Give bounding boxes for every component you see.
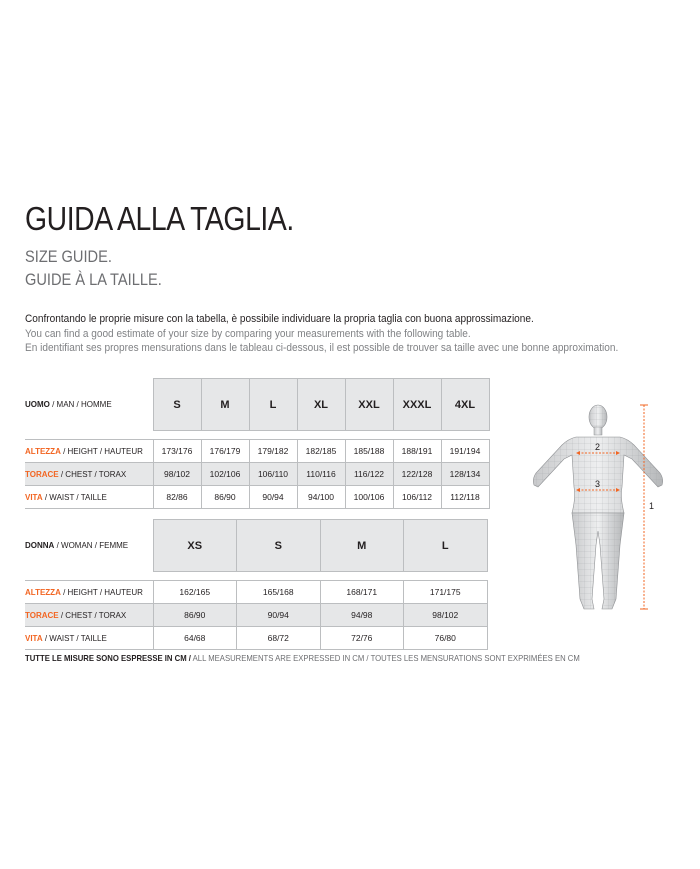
table-cell: 176/179	[201, 440, 249, 463]
subtitle-en: SIZE GUIDE.	[25, 247, 112, 266]
women-row-label	[25, 627, 153, 650]
table-row	[25, 581, 487, 604]
women-gender-label	[25, 520, 153, 572]
table-cell: 162/165	[153, 581, 237, 604]
women-size-header: L	[404, 520, 488, 572]
women-row-key: ALTEZZA	[25, 587, 61, 597]
table-cell: 106/110	[249, 463, 297, 486]
men-row-rest: / CHEST / TORAX	[58, 469, 127, 479]
women-row-label	[25, 581, 153, 604]
men-row-rest: / WAIST / TAILLE	[42, 492, 107, 502]
men-row-key: ALTEZZA	[25, 446, 61, 456]
table-cell: 112/118	[441, 486, 489, 509]
table-cell: 72/76	[320, 627, 404, 650]
table-cell: 122/128	[393, 463, 441, 486]
women-size-header: S	[237, 520, 321, 572]
women-size-table	[25, 519, 488, 650]
waist-label: 3	[595, 479, 601, 489]
chest-label: 2	[595, 442, 601, 452]
table-cell: 76/80	[404, 627, 488, 650]
footnote-rest: ALL MEASUREMENTS ARE EXPRESSED IN CM / TOUTES LES MENSURATIONS SONT EXPRIMÉES EN CM	[190, 653, 580, 663]
men-gender-label	[25, 379, 153, 431]
men-gender-key: UOMO	[25, 400, 50, 409]
table-cell: 173/176	[153, 440, 201, 463]
men-size-header: 4XL	[441, 379, 489, 431]
table-cell: 64/68	[153, 627, 237, 650]
table-cell: 98/102	[153, 463, 201, 486]
page-title: GUIDA ALLA TAGLIA.	[25, 200, 294, 237]
men-size-header: XXL	[345, 379, 393, 431]
table-cell: 100/106	[345, 486, 393, 509]
intro-en: You can find a good estimate of your size by comparing your measurements with the following table.	[25, 327, 471, 340]
men-size-header: S	[153, 379, 201, 431]
table-cell: 165/168	[237, 581, 321, 604]
intro-fr: En identifiant ses propres mensurations dans le tableau ci-dessous, il est possible de trouver sa taille avec une bonne approximation.	[25, 342, 619, 354]
table-cell: 179/182	[249, 440, 297, 463]
table-cell: 90/94	[249, 486, 297, 509]
men-row-key: VITA	[25, 492, 43, 502]
table-cell: 68/72	[237, 627, 321, 650]
table-cell: 106/112	[393, 486, 441, 509]
men-size-header: M	[201, 379, 249, 431]
women-gender-rest: / WOMAN / FEMME	[54, 541, 129, 550]
height-label: 1	[649, 501, 655, 511]
women-row-key: TORACE	[25, 610, 59, 620]
table-cell: 171/175	[404, 581, 488, 604]
intro-text	[25, 312, 685, 356]
table-cell: 188/191	[393, 440, 441, 463]
women-gender-key: DONNA	[25, 541, 55, 550]
table-row	[25, 486, 489, 509]
intro-it: Confrontando le proprie misure con la tabella, è possibile individuare la propria taglia con buona approssimazione.	[25, 313, 534, 325]
table-cell: 82/86	[153, 486, 201, 509]
men-size-header: XL	[297, 379, 345, 431]
women-row-label	[25, 604, 153, 627]
table-row	[25, 463, 489, 486]
men-size-table	[25, 378, 490, 509]
women-header-row	[25, 520, 487, 572]
women-size-header: XS	[153, 520, 237, 572]
table-cell: 90/94	[237, 604, 321, 627]
women-spacer	[25, 572, 487, 581]
body-measurement-figure	[512, 395, 682, 620]
men-size-header: XXXL	[393, 379, 441, 431]
mannequin	[533, 405, 662, 609]
men-row-label	[25, 486, 153, 509]
men-header-row	[25, 379, 489, 431]
table-cell: 86/90	[201, 486, 249, 509]
women-row-rest: / WAIST / TAILLE	[42, 633, 107, 643]
table-cell: 94/100	[297, 486, 345, 509]
table-cell: 86/90	[153, 604, 237, 627]
men-row-height	[25, 431, 489, 440]
table-cell: 128/134	[441, 463, 489, 486]
height-measure	[640, 405, 654, 609]
men-row-label	[25, 463, 153, 486]
men-row-key: TORACE	[25, 469, 59, 479]
footnote-strong: TUTTE LE MISURE SONO ESPRESSE IN CM /	[25, 653, 191, 663]
women-row-key: VITA	[25, 633, 43, 643]
table-row	[25, 604, 487, 627]
men-gender-rest: / MAN / HOMME	[49, 400, 112, 409]
women-size-header: M	[320, 520, 404, 572]
table-row	[25, 440, 489, 463]
table-cell: 116/122	[345, 463, 393, 486]
table-row	[25, 627, 487, 650]
table-cell: 98/102	[404, 604, 488, 627]
table-cell: 110/116	[297, 463, 345, 486]
footnote	[25, 653, 580, 663]
table-cell: 191/194	[441, 440, 489, 463]
women-row-rest: / HEIGHT / HAUTEUR	[60, 587, 143, 597]
men-row-rest: / HEIGHT / HAUTEUR	[60, 446, 143, 456]
table-cell: 168/171	[320, 581, 404, 604]
table-cell: 182/185	[297, 440, 345, 463]
women-row-rest: / CHEST / TORAX	[58, 610, 127, 620]
table-cell: 94/98	[320, 604, 404, 627]
table-cell: 102/106	[201, 463, 249, 486]
men-row-label	[25, 440, 153, 463]
subtitle-fr: GUIDE À LA TAILLE.	[25, 270, 162, 289]
men-size-header: L	[249, 379, 297, 431]
table-cell: 185/188	[345, 440, 393, 463]
